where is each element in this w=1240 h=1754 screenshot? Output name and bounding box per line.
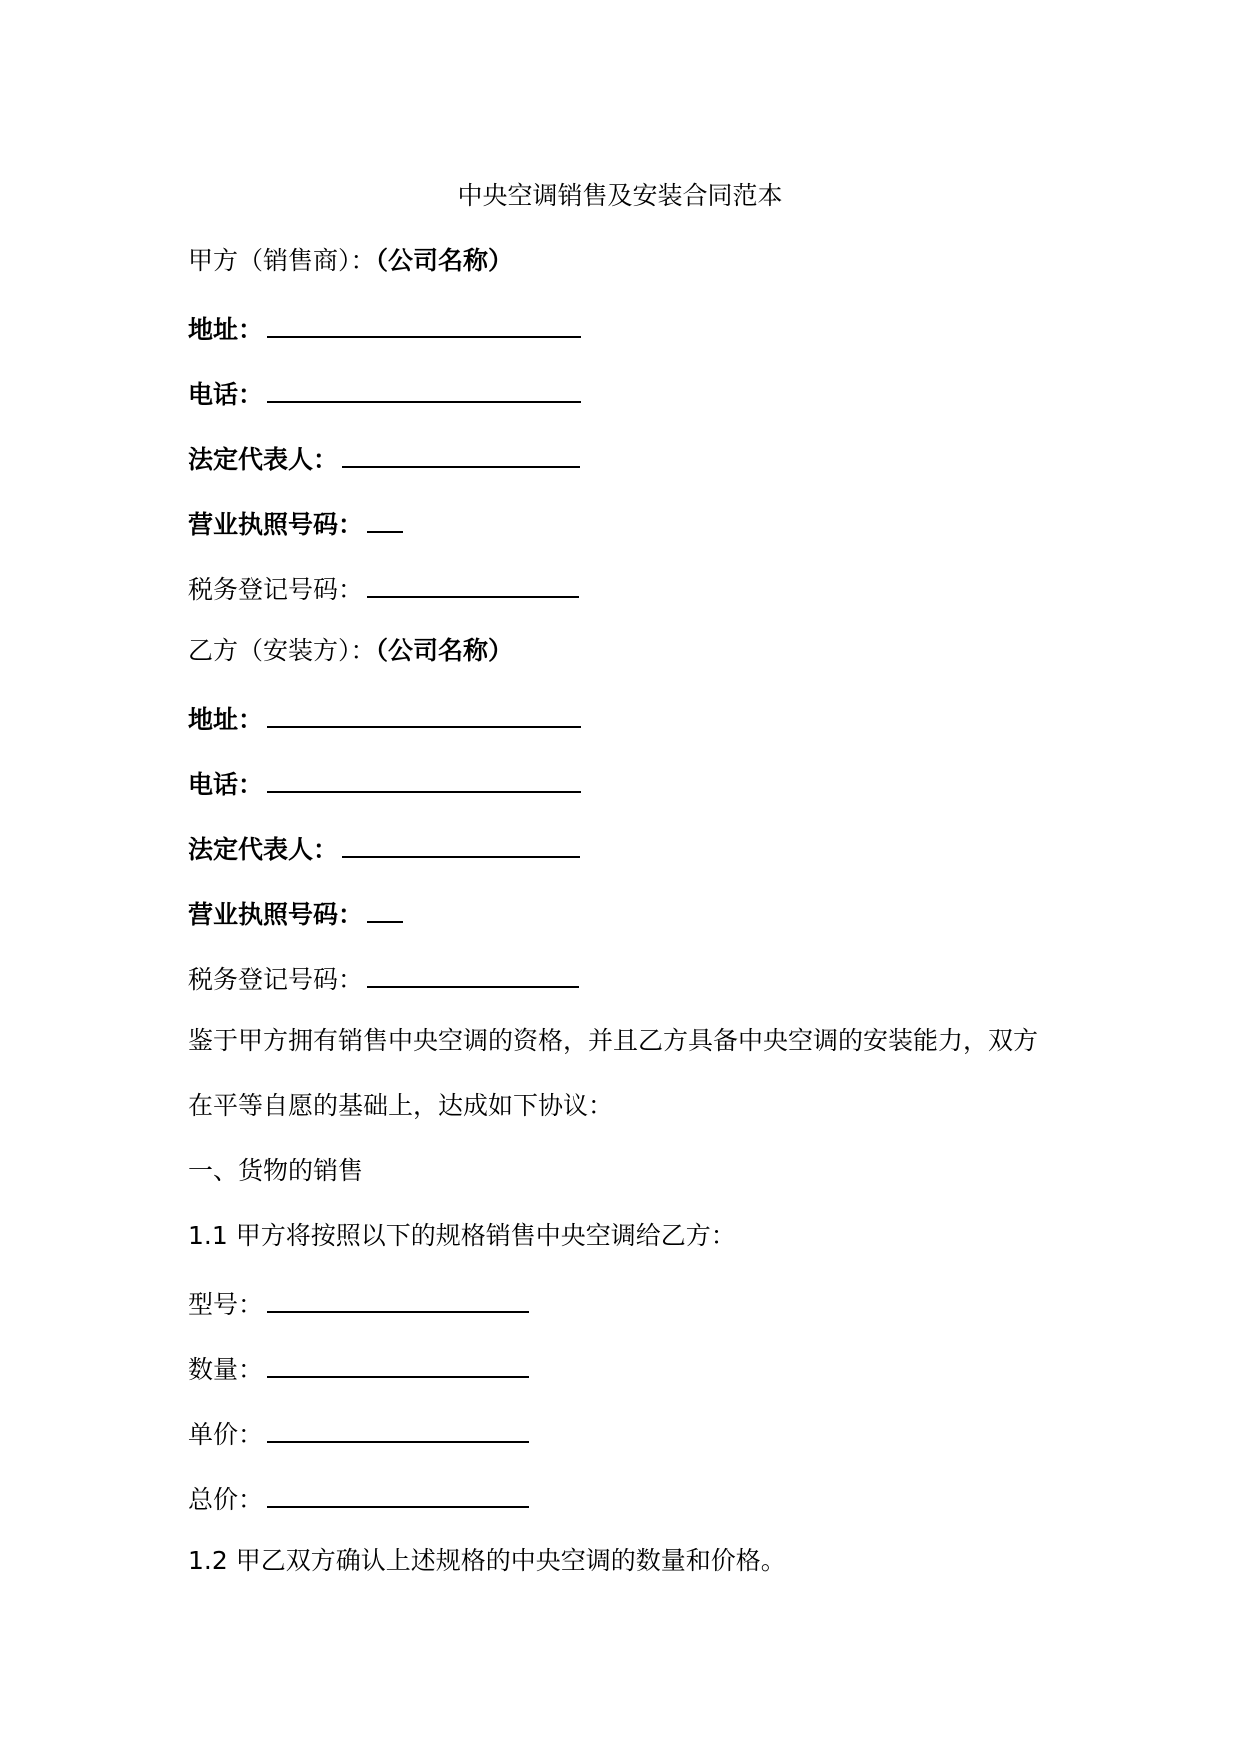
party-b-address-field[interactable] [267,700,581,728]
total-price-label: 总价： [188,1485,264,1514]
party-b-legal-rep-field[interactable] [342,830,580,858]
unit-price-line [188,1415,529,1451]
party-a-address-label: 地址： [188,315,264,344]
party-b-heading-line [188,635,513,667]
model-line [188,1285,529,1321]
party-a-license-line [188,505,403,541]
party-b-legal-rep-label: 法定代表人： [188,835,339,864]
preamble-line-1: 鉴于甲方拥有销售中央空调的资格，并且乙方具备中央空调的安装能力，双方 [188,1026,1039,1055]
clause-1-1: 1.1 甲方将按照以下的规格销售中央空调给乙方： [188,1221,736,1250]
party-b-tax-line [188,960,579,996]
model-label: 型号： [188,1290,264,1319]
quantity-line [188,1350,529,1386]
party-b-license-line [188,895,403,931]
unit-price-label: 单价： [188,1420,264,1449]
party-a-tax-label: 税务登记号码： [188,575,364,604]
party-a-tax-line [188,570,579,606]
party-a-heading: 甲方（销售商）： [188,246,376,275]
model-field[interactable] [267,1285,529,1313]
party-a-legal-rep-label: 法定代表人： [188,445,339,474]
party-b-legal-rep-line [188,830,580,866]
party-b-phone-label: 电话： [188,770,264,799]
section-1-heading: 一、货物的销售 [188,1156,364,1185]
party-b-phone-line [188,765,581,801]
party-a-legal-rep-field[interactable] [342,440,580,468]
party-b-heading: 乙方（安装方）： [188,636,376,665]
party-b-company: （公司名称） [375,636,514,665]
party-a-address-line [188,310,581,346]
party-a-phone-label: 电话： [188,380,264,409]
party-b-tax-label: 税务登记号码： [188,965,364,994]
party-a-phone-line [188,375,581,411]
quantity-field[interactable] [267,1350,529,1378]
party-a-license-label: 营业执照号码： [188,510,364,539]
party-b-phone-field[interactable] [267,765,581,793]
party-a-company: （公司名称） [375,246,514,275]
total-price-field[interactable] [267,1480,529,1508]
party-a-phone-field[interactable] [267,375,581,403]
party-b-tax-field[interactable] [367,960,579,988]
party-a-license-field[interactable] [367,505,403,533]
unit-price-field[interactable] [267,1415,529,1443]
party-a-tax-field[interactable] [367,570,579,598]
total-price-line [188,1480,529,1516]
quantity-label: 数量： [188,1355,264,1384]
preamble-line-2: 在平等自愿的基础上，达成如下协议： [188,1091,614,1120]
document-title: 中央空调销售及安装合同范本 [457,181,783,210]
clause-1-2: 1.2 甲乙双方确认上述规格的中央空调的数量和价格。 [188,1546,786,1575]
party-b-license-label: 营业执照号码： [188,900,364,929]
party-a-legal-rep-line [188,440,580,476]
party-b-address-label: 地址： [188,705,264,734]
party-b-address-line [188,700,581,736]
party-a-heading-line [188,245,513,277]
party-a-address-field[interactable] [267,310,581,338]
party-b-license-field[interactable] [367,895,403,923]
